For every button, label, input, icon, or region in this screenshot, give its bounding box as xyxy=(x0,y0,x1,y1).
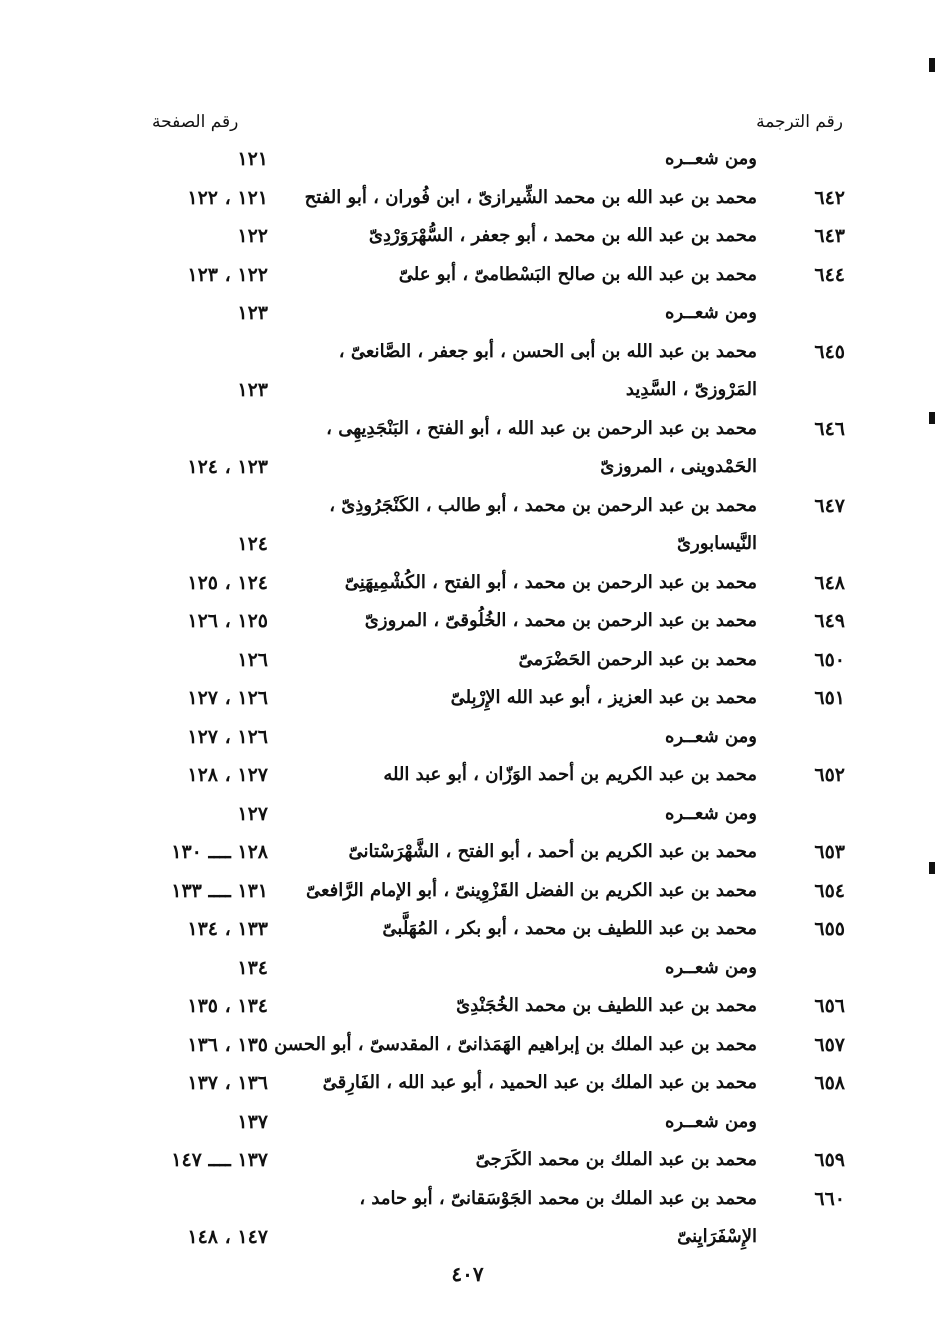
index-entry-row xyxy=(0,1180,935,1218)
entry-number: ٦٥٣ xyxy=(814,841,845,863)
index-entry-row xyxy=(0,487,935,525)
index-entry-row xyxy=(0,679,935,717)
entry-pages: ١٢٣ xyxy=(237,379,268,401)
entry-text: محمد بن عبد اللطيف بن محمد الخُجَنْدِىّ xyxy=(456,995,757,1016)
entry-number: ٦٥٢ xyxy=(814,764,845,786)
entry-pages: ١٣٥ ، ١٣٦ xyxy=(187,1033,268,1056)
entry-pages: ١٢٣ ، ١٢٤ xyxy=(187,456,268,478)
index-entry-row xyxy=(0,217,935,255)
entry-number: ٦٤٧ xyxy=(814,494,845,517)
entry-number: ٦٥٠ xyxy=(814,648,845,671)
entry-text: الإِسْفَرَايِنىّ xyxy=(677,1226,757,1247)
entry-text: ومن شعــره xyxy=(665,956,757,978)
index-entry-row xyxy=(0,756,935,794)
entry-pages: ١٢٢ ، ١٢٣ xyxy=(187,263,268,286)
entry-pages: ١٣٧ ــــ ١٤٧ xyxy=(171,1149,268,1171)
entry-pages: ١٢٦ xyxy=(237,648,268,671)
entry-pages: ١٣٤ xyxy=(237,956,268,979)
index-row xyxy=(0,718,935,756)
entry-text: محمد بن عبد الملك بن إبراهيم الهَمَذانىّ ، المقدسىّ ، أبو الحسن xyxy=(274,1033,757,1055)
index-entry-row xyxy=(0,602,935,640)
index-row xyxy=(0,795,935,833)
index-entry-continuation xyxy=(0,448,935,486)
entry-text: محمد بن عبد الرحمن بن عبد الله ، أبو الفتح ، البَنْجَدِيهِى ، xyxy=(326,417,757,439)
entry-number: ٦٤٩ xyxy=(814,610,845,632)
index-entry-continuation xyxy=(0,525,935,563)
entry-text: محمد بن عبد الملك بن محمد الكَرَجىّ xyxy=(475,1149,757,1170)
index-entry-row xyxy=(0,564,935,602)
index-entry-row xyxy=(0,410,935,448)
entry-text: محمد بن عبد الله بن محمد الشِّيرازىّ ، ابن فُوران ، أبو الفتح xyxy=(304,186,757,208)
entry-text: محمد بن عبد الرحمن بن محمد ، أبو طالب ، الكَنْجَرُوذِىّ ، xyxy=(329,494,757,516)
entry-pages: ١٢٢ xyxy=(237,225,268,247)
entry-text: النَّيسابورىّ xyxy=(677,533,757,554)
entry-text: محمد بن عبد الله بن محمد ، أبو جعفر ، السُّهْرَوَرْدِىّ xyxy=(368,225,757,246)
entry-number: ٦٤٢ xyxy=(814,186,845,209)
entry-number: ٦٥٩ xyxy=(814,1149,845,1171)
entry-pages: ١٢٤ xyxy=(237,533,268,555)
index-row xyxy=(0,949,935,987)
entry-text: محمد بن عبد اللطيف بن محمد ، أبو بكر ، المُهَلَّبىّ xyxy=(382,918,757,939)
entry-text: محمد بن عبد الرحمن بن محمد ، أبو الفتح ، الكُشْمِيهَنِىّ xyxy=(344,571,757,593)
entry-pages: ١٢٦ ، ١٢٧ xyxy=(187,725,268,748)
index-entry-row xyxy=(0,1026,935,1064)
entry-text: محمد بن عبد الكريم بن أحمد ، أبو الفتح ، الشَّهْرَسْتانىّ xyxy=(348,841,757,862)
entry-number: ٦٥٧ xyxy=(814,1033,845,1056)
entry-pages: ١٢٣ xyxy=(237,302,268,324)
entry-number: ٦٦٠ xyxy=(814,1187,845,1210)
entry-number: ٦٤٦ xyxy=(814,417,845,440)
entry-number: ٦٥٥ xyxy=(814,918,845,940)
index-row xyxy=(0,140,935,178)
entry-number: ٦٤٨ xyxy=(814,571,845,594)
entry-text: الحَمْدوينى ، المروزىّ xyxy=(600,456,757,477)
index-entry-row xyxy=(0,256,935,294)
entry-text: محمد بن عبد الملك بن عبد الحميد ، أبو عبد الله ، الفَارِقىّ xyxy=(322,1072,757,1093)
entry-number: ٦٤٣ xyxy=(814,225,845,247)
index-entry-row xyxy=(0,641,935,679)
entry-number: ٦٥٨ xyxy=(814,1072,845,1094)
entry-pages: ١٣٧ xyxy=(237,1110,268,1133)
index-entry-row xyxy=(0,333,935,371)
entry-text: ومن شعــره xyxy=(665,1110,757,1132)
entry-text: محمد بن عبد العزيز ، أبو عبد الله الإِرْبِلىّ xyxy=(450,687,757,708)
entry-text: محمد بن عبد الرحمن الحَضْرَمىّ xyxy=(518,648,757,670)
entry-text: محمد بن عبد الملك بن محمد الجَوْسَقانىّ ، أبو حامد ، xyxy=(359,1187,757,1209)
entry-pages: ١٣٦ ، ١٣٧ xyxy=(187,1072,268,1094)
entry-pages: ١٢٧ xyxy=(237,802,268,825)
index-entry-row xyxy=(0,179,935,217)
entry-text: ومن شعــره xyxy=(665,148,757,169)
entry-pages: ١٢٧ ، ١٢٨ xyxy=(187,764,268,786)
scan-edge-mark xyxy=(929,58,935,72)
index-entry-row xyxy=(0,987,935,1025)
scan-edge-mark xyxy=(929,412,935,424)
entry-pages: ١٢٨ ــــ ١٣٠ xyxy=(171,841,268,863)
entry-number: ٦٤٥ xyxy=(814,340,845,363)
index-entry-row xyxy=(0,910,935,948)
index-row xyxy=(0,1103,935,1141)
entry-number: ٦٥٤ xyxy=(814,879,845,902)
index-entry-continuation xyxy=(0,1218,935,1256)
index-row xyxy=(0,294,935,332)
entry-pages: ١٢٥ ، ١٢٦ xyxy=(187,610,268,632)
index-entry-row xyxy=(0,872,935,910)
entry-pages: ١٣٤ ، ١٣٥ xyxy=(187,995,268,1017)
entry-text: محمد بن عبد الكريم بن أحمد الوَزّان ، أبو عبد الله xyxy=(383,764,757,785)
page-number-column-header: رقم الصفحة xyxy=(152,112,239,132)
entry-number-column-header: رقم الترجمة xyxy=(756,112,843,132)
entry-text: محمد بن عبد الله بن صالح البَسْطامىّ ، أبو علىّ xyxy=(398,263,757,285)
entry-pages: ١٢٤ ، ١٢٥ xyxy=(187,571,268,594)
index-entry-row xyxy=(0,1141,935,1179)
entry-text: ومن شعــره xyxy=(665,725,757,747)
entry-pages: ١٢١ xyxy=(237,148,268,170)
entry-number: ٦٤٤ xyxy=(814,263,845,286)
entry-text: محمد بن عبد الكريم بن الفضل القَزْوِينىّ ، أبو الإمام الرَّافعىّ xyxy=(305,879,757,901)
entry-text: ومن شعــره xyxy=(665,802,757,824)
scan-edge-mark xyxy=(929,862,935,874)
entry-text: محمد بن عبد الرحمن بن محمد ، الخُلُوقىّ ، المروزىّ xyxy=(364,610,757,631)
index-entry-continuation xyxy=(0,371,935,409)
entry-text: محمد بن عبد الله بن أبى الحسن ، أبو جعفر ، الصَّانعىّ ، xyxy=(338,340,757,362)
entry-number: ٦٥٦ xyxy=(814,995,845,1017)
entry-pages: ١٢١ ، ١٢٢ xyxy=(187,186,268,209)
entry-pages: ١٣١ ــــ ١٣٣ xyxy=(171,879,268,902)
index-entry-row xyxy=(0,1064,935,1102)
entry-pages: ١٣٣ ، ١٣٤ xyxy=(187,918,268,940)
page-number-footer: ٤٠٧ xyxy=(451,1262,484,1286)
index-entry-row xyxy=(0,833,935,871)
entry-pages: ١٤٧ ، ١٤٨ xyxy=(187,1226,268,1248)
entry-text: ومن شعــره xyxy=(665,302,757,323)
entry-pages: ١٢٦ ، ١٢٧ xyxy=(187,687,268,709)
entry-text: المَرْوزىّ ، السَّدِيد xyxy=(625,379,757,400)
entry-number: ٦٥١ xyxy=(814,687,845,709)
